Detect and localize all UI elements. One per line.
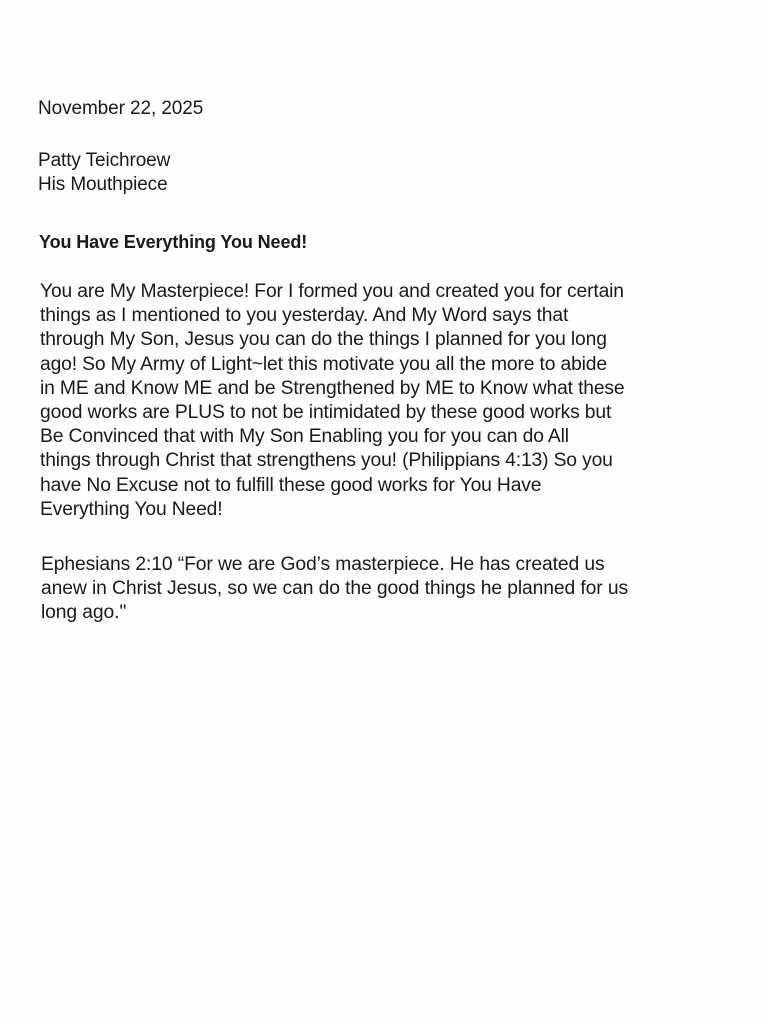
body-line: Be Convinced that with My Son Enabling you for you can do All bbox=[40, 426, 569, 448]
body-line: through My Son, Jesus you can do the things I planned for you long bbox=[40, 329, 607, 351]
body-line: ago! So My Army of Light~let this motivate you all the more to abide bbox=[40, 353, 607, 375]
body-line: things through Christ that strengthens you! (Philippians 4:13) So you bbox=[40, 450, 613, 472]
letter-title: You Have Everything You Need! bbox=[39, 232, 308, 252]
body-line: Everything You Need! bbox=[40, 498, 223, 520]
body-line: in ME and Know ME and be Strengthened by ME to Know what these bbox=[40, 377, 625, 399]
body-line: things as I mentioned to you yesterday. And My Word says that bbox=[40, 305, 569, 327]
verse-line: Ephesians 2:10 “For we are God’s masterpiece. He has created us bbox=[41, 554, 605, 575]
author-name: Patty Teichroew bbox=[38, 150, 171, 171]
scripture-verse bbox=[41, 553, 741, 626]
verse-line: anew in Christ Jesus, so we can do the good things he planned for us bbox=[41, 578, 629, 600]
letter-date: November 22, 2025 bbox=[38, 98, 204, 119]
verse-line: long ago." bbox=[41, 602, 127, 624]
letter-body bbox=[40, 280, 740, 522]
body-line: have No Excuse not to fulfill these good works for You Have bbox=[40, 474, 542, 496]
author-block bbox=[38, 149, 170, 197]
author-role: His Mouthpiece bbox=[38, 174, 168, 195]
body-line: You are My Masterpiece! For I formed you and created you for certain bbox=[40, 281, 624, 302]
body-line: good works are PLUS to not be intimidated by these good works but bbox=[40, 402, 612, 424]
